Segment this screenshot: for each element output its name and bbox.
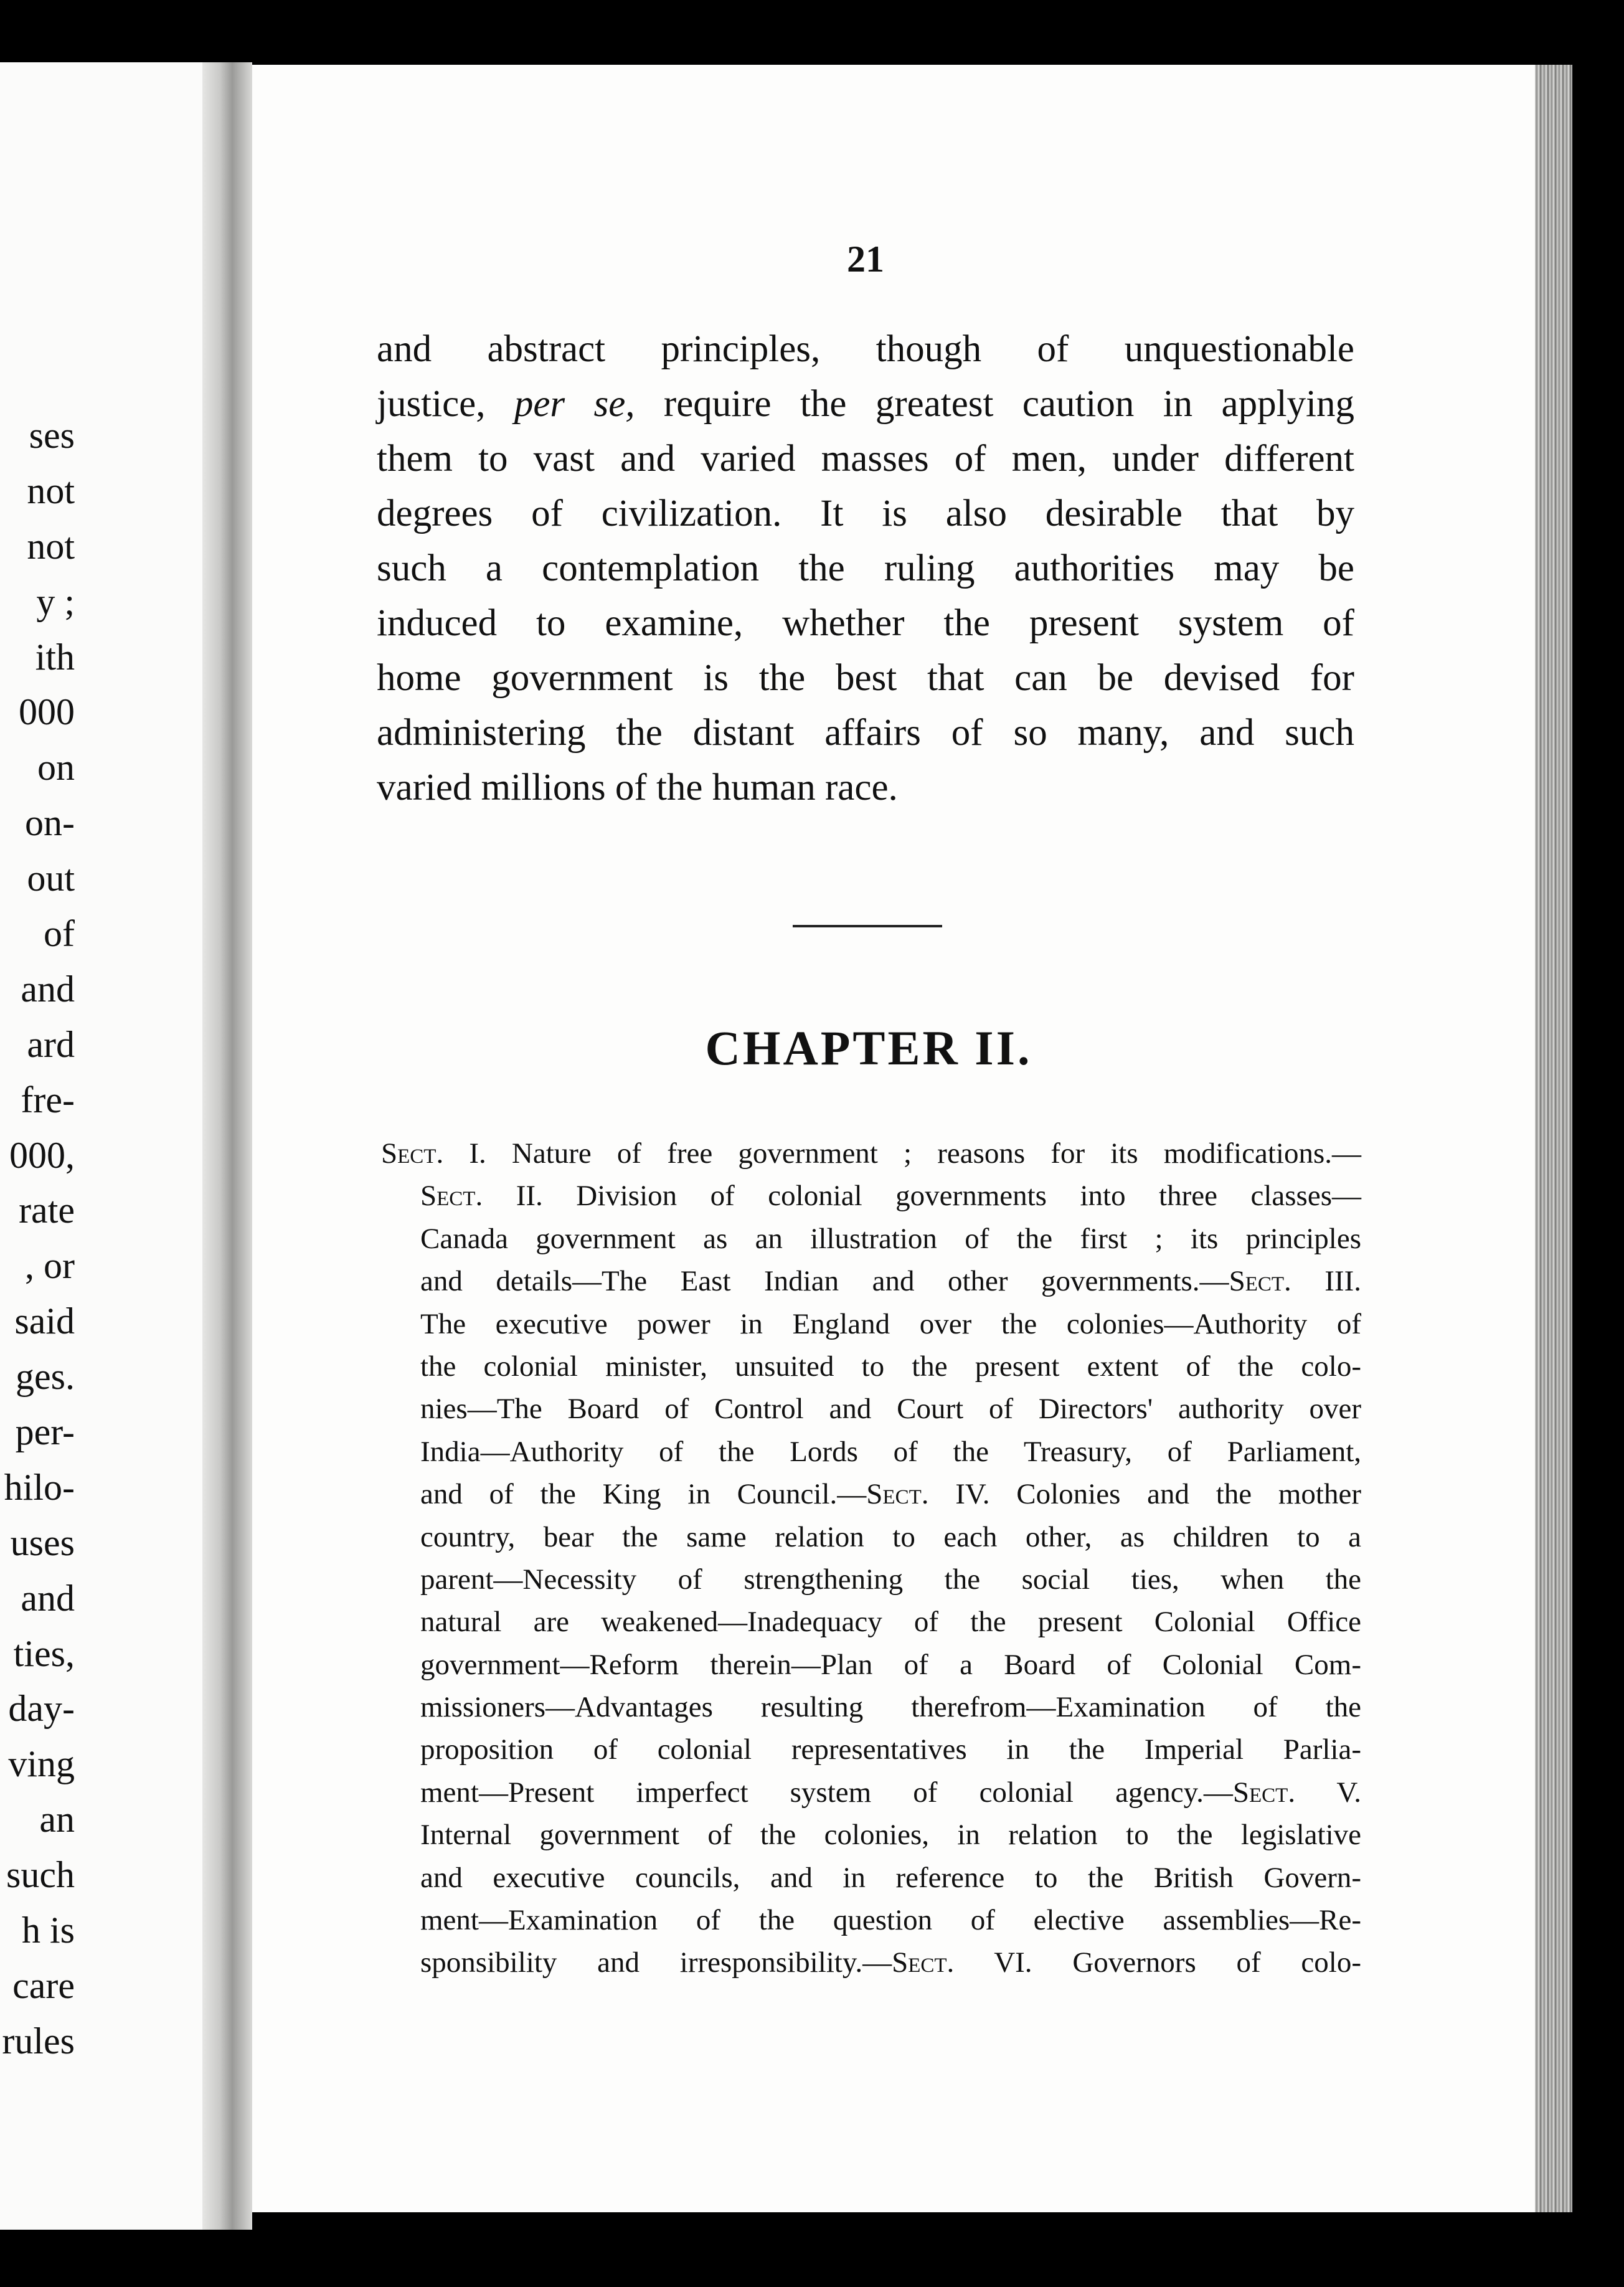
page-edge-stack (1535, 65, 1572, 2212)
left-fragment: ard (27, 1023, 75, 1065)
left-fragment: per- (15, 1411, 75, 1453)
left-fragment: h is (21, 1910, 75, 1951)
synopsis-line: country, bear the same relation to each other, as children to a (420, 1520, 1361, 1553)
synopsis-line: and executive councils, and in reference to the British Govern- (420, 1861, 1361, 1894)
left-fragment: not (27, 525, 75, 567)
paragraph-line: home government is the best that can be devised for (377, 657, 1354, 699)
synopsis-line: Canada government as an illustration of the first ; its principles (420, 1222, 1361, 1255)
synopsis-line: proposition of colonial representatives in the Imperial Parlia- (420, 1733, 1361, 1766)
chapter-synopsis (381, 1132, 1361, 1984)
left-fragment: rules (2, 2020, 75, 2062)
left-fragment: , or (25, 1245, 75, 1287)
paragraph-line: and abstract principles, though of unquestionable (377, 328, 1354, 370)
paragraph-line: them to vast and varied masses of men, under different (377, 438, 1354, 480)
left-fragment: said (14, 1300, 75, 1342)
synopsis-line: nies—The Board of Control and Court of Directors' authority over (420, 1393, 1361, 1426)
left-facing-page (0, 62, 202, 2230)
synopsis-line: government—Reform therein—Plan of a Board of Colonial Com- (420, 1648, 1361, 1681)
left-page-text-fragments (0, 408, 75, 2069)
page-number: 21 (847, 239, 884, 280)
synopsis-line: missioners—Advantages resulting therefrom—Examination of the (420, 1691, 1361, 1724)
paragraph-line: degrees of civilization. It is also desirable that by (377, 493, 1354, 534)
left-fragment: ving (8, 1743, 75, 1785)
paragraph-line: administering the distant affairs of so many, and such (377, 712, 1354, 754)
section-divider-rule (793, 925, 942, 927)
paragraph-line: such a contemplation the ruling authorities may be (377, 547, 1354, 589)
synopsis-line: parent—Necessity of strengthening the social ties, when the (420, 1563, 1361, 1596)
left-fragment: ith (35, 636, 75, 678)
left-fragment: such (6, 1854, 75, 1896)
body-paragraph (377, 322, 1354, 815)
left-fragment: hilo- (4, 1466, 75, 1508)
left-fragment: y ; (36, 580, 75, 622)
paragraph-line: induced to examine, whether the present system of (377, 602, 1354, 644)
left-fragment: ses (29, 415, 75, 456)
left-fragment: 000, (9, 1134, 75, 1176)
synopsis-line: Internal government of the colonies, in relation to the legislative (420, 1819, 1361, 1852)
synopsis-line: sponsibility and irresponsibility.—Sect. VI. Governors of colo- (420, 1946, 1361, 1979)
paragraph-line: justice, per se, require the greatest caution in applying (377, 383, 1354, 425)
synopsis-line: India—Authority of the Lords of the Treasury, of Parliament, (420, 1435, 1361, 1468)
synopsis-line: the colonial minister, unsuited to the present extent of the colo- (420, 1350, 1361, 1383)
left-fragment: ties, (13, 1632, 75, 1674)
left-fragment: ges. (16, 1356, 75, 1398)
left-fragment: an (39, 1799, 75, 1840)
synopsis-line: The executive power in England over the colonies—Authority of (420, 1307, 1361, 1340)
left-fragment: care (12, 1964, 75, 2006)
left-fragment: of (44, 913, 75, 955)
synopsis-line: and of the King in Council.—Sect. IV. Colonies and the mother (420, 1478, 1361, 1511)
left-fragment: on- (25, 802, 75, 844)
left-fragment: fre- (21, 1079, 75, 1120)
left-fragment: on (37, 747, 75, 788)
synopsis-line: Sect. II. Division of colonial governments into three classes— (420, 1180, 1361, 1213)
synopsis-line: ment—Examination of the question of elective assemblies—Re- (420, 1904, 1361, 1937)
left-fragment: and (21, 968, 75, 1010)
paragraph-line: varied millions of the human race. (377, 767, 898, 808)
synopsis-line: and details—The East Indian and other governments.—Sect. III. (420, 1265, 1361, 1298)
left-fragment: not (27, 470, 75, 511)
synopsis-line: Sect. I. Nature of free government ; reasons for its modifications.— (381, 1137, 1361, 1170)
book-gutter (202, 62, 252, 2230)
left-fragment: out (27, 858, 75, 899)
left-fragment: day- (8, 1688, 75, 1730)
synopsis-line: natural are weakened—Inadequacy of the present Colonial Office (420, 1606, 1361, 1639)
left-fragment: and (21, 1577, 75, 1619)
left-fragment: uses (10, 1522, 75, 1563)
synopsis-line: ment—Present imperfect system of colonial agency.—Sect. V. (420, 1776, 1361, 1809)
left-fragment: rate (19, 1190, 75, 1231)
chapter-heading: CHAPTER II. (705, 1021, 1032, 1075)
left-fragment: 000 (19, 691, 75, 733)
italic-latin-phrase: per se, (514, 383, 635, 425)
